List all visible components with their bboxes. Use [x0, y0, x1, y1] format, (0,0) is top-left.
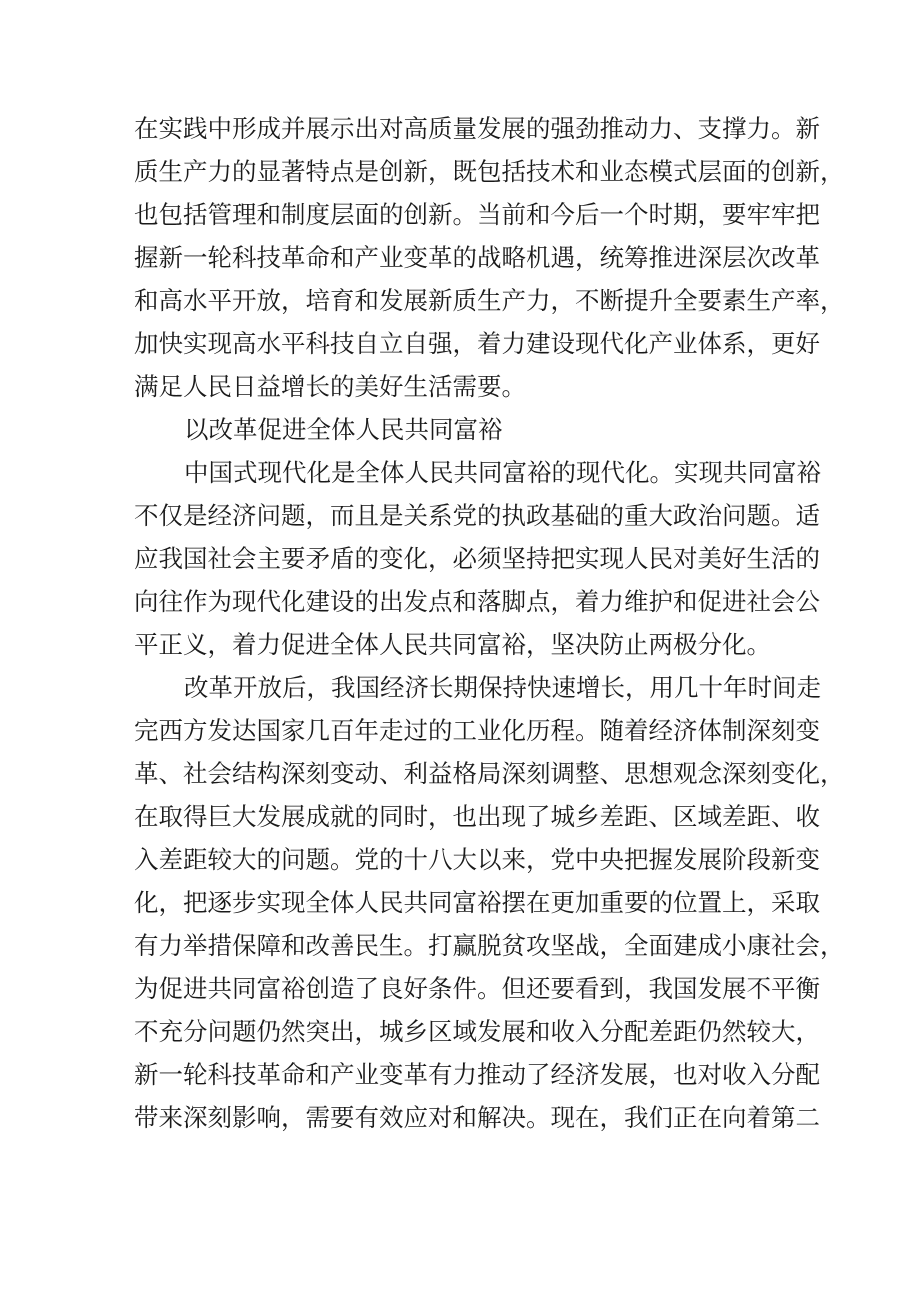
text-line: 不充分问题仍然突出，城乡区域发展和收入分配差距仍然较大， [134, 1017, 820, 1046]
text-line: 有力举措保障和改善民生。打赢脱贫攻坚战，全面建成小康社会， [134, 931, 845, 960]
text-line: 在取得巨大发展成就的同时，也出现了城乡差距、区域差距、收 [134, 802, 820, 831]
text-line: 满足人民日益增长的美好生活需要。 [134, 372, 526, 401]
text-line: 化，把逐步实现全体人民共同富裕摆在更加重要的位置上，采取 [134, 888, 820, 917]
text-line: 应我国社会主要矛盾的变化，必须坚持把实现人民对美好生活的 [134, 544, 820, 573]
text-line: 入差距较大的问题。党的十八大以来，党中央把握发展阶段新变 [134, 845, 820, 874]
text-line: 加快实现高水平科技自立自强，着力建设现代化产业体系，更好 [134, 329, 820, 358]
paragraph-3 [134, 666, 845, 1139]
text-line: 革、社会结构深刻变动、利益格局深刻调整、思想观念深刻变化， [134, 759, 845, 788]
text-line: 也包括管理和制度层面的创新。当前和今后一个时期，要牢牢把 [134, 200, 820, 229]
text-line: 不仅是经济问题，而且是关系党的执政基础的重大政治问题。适 [134, 501, 820, 530]
paragraph-1 [134, 107, 845, 408]
text-line: 为促进共同富裕创造了良好条件。但还要看到，我国发展不平衡 [134, 974, 820, 1003]
text-line: 完西方发达国家几百年走过的工业化历程。随着经济体制深刻变 [134, 716, 820, 745]
text-line: 带来深刻影响，需要有效应对和解决。现在，我们正在向着第二 [134, 1103, 820, 1132]
text-line: 新一轮科技革命和产业变革有力推动了经济发展，也对收入分配 [134, 1060, 820, 1089]
section-heading [134, 408, 794, 451]
document-body [134, 107, 845, 1139]
paragraph-2 [134, 451, 821, 666]
text-line: 改革开放后，我国经济长期保持快速增长，用几十年时间走 [184, 673, 821, 702]
text-line: 平正义，着力促进全体人民共同富裕，坚决防止两极分化。 [134, 630, 771, 659]
text-line: 质生产力的显著特点是创新，既包括技术和业态模式层面的创新， [134, 157, 845, 186]
text-line: 和高水平开放，培育和发展新质生产力，不断提升全要素生产率， [134, 286, 845, 315]
text-line: 在实践中形成并展示出对高质量发展的强劲推动力、支撑力。新 [134, 114, 820, 143]
text-line: 中国式现代化是全体人民共同富裕的现代化。实现共同富裕 [184, 458, 821, 487]
heading-text: 以改革促进全体人民共同富裕 [184, 415, 503, 444]
text-line: 向往作为现代化建设的出发点和落脚点，着力维护和促进社会公 [134, 587, 820, 616]
text-line: 握新一轮科技革命和产业变革的战略机遇，统筹推进深层次改革 [134, 243, 820, 272]
